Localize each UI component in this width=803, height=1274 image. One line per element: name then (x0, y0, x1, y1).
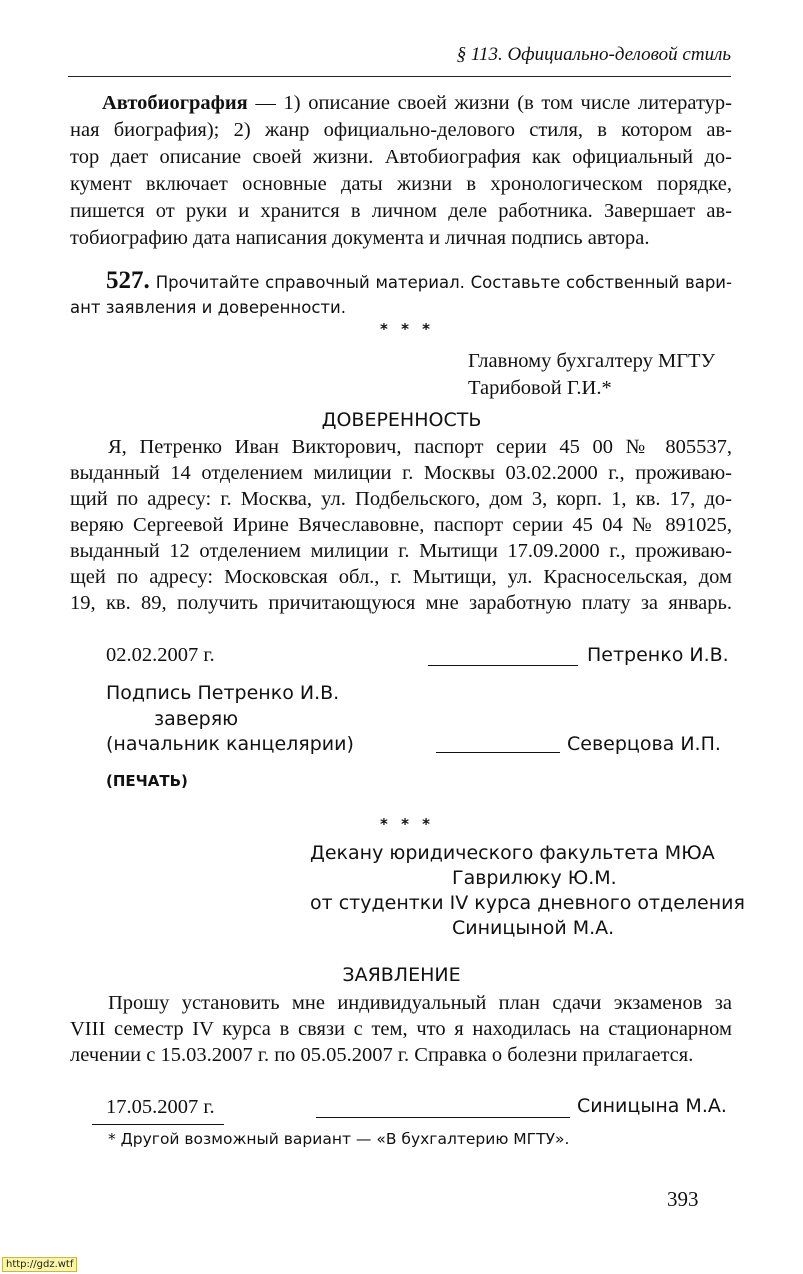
poa-line: выданный 14 отделением милиции г. Москвы 03.02.2000 г., проживаю- (70, 462, 732, 484)
definition-line: Автобиография — 1) описание своей жизни (в том числе литератур- (102, 92, 732, 114)
definition-line: кумент включает основные даты жизни в хронологическом порядке, (70, 173, 732, 195)
definition-line: ная биография); 2) жанр официально-делового стиля, в котором ав- (70, 119, 732, 141)
header-rule (68, 76, 731, 77)
poa-signature-line (428, 665, 578, 666)
application-line: VIII семестр IV курса в связи с тем, что я находилась на стационарном (70, 1018, 732, 1040)
separator-stars: * * * (380, 815, 434, 833)
task-line: 527. Прочитайте справочный материал. Составьте собственный вари- (106, 267, 732, 294)
application-signer: Синицына М.А. (577, 1095, 727, 1117)
task-number: 527. (106, 267, 150, 294)
poa-certify-line2: заверяю (154, 708, 239, 730)
poa-line: щий по адресу: г. Москва, ул. Подбельского, дом 3, корп. 1, кв. 17, до- (70, 488, 732, 510)
definition-paragraph (70, 90, 732, 252)
application-addressee-line3: от студентки IV курса дневного отделения (310, 892, 745, 914)
application-body (70, 990, 732, 1068)
poa-certify-signature-line (436, 752, 560, 753)
definition-line: пишется от руки и хранится в личном деле работника. Завершает ав- (70, 200, 732, 222)
poa-certify-line3: (начальник канцелярии) (106, 733, 354, 755)
poa-body (70, 434, 732, 616)
poa-line: щей по адресу: Московская обл., г. Мытищи, ул. Красносельская, дом (70, 566, 732, 588)
task-block (70, 268, 732, 320)
poa-title: ДОВЕРЕННОСТЬ (321, 409, 482, 431)
page-number: 393 (667, 1187, 699, 1211)
application-date: 17.05.2007 г. (106, 1096, 215, 1118)
application-addressee-line2: Гаврилюку Ю.М. (452, 867, 617, 889)
poa-addressee (468, 348, 715, 402)
application-addressee-line4: Синицыной М.А. (452, 917, 615, 939)
definition-line: тобиографию дата написания документа и личная подпись автора. (70, 227, 650, 249)
application-signature-line (316, 1117, 570, 1118)
poa-line: 19, кв. 89, получить причитающуюся мне заработную плату за январь. (70, 592, 732, 614)
task-line: ант заявления и доверенности. (70, 298, 346, 317)
application-title: ЗАЯВЛЕНИЕ (342, 964, 461, 986)
poa-date: 02.02.2007 г. (106, 644, 215, 666)
definition-line: тор дает описание своей жизни. Автобиография как официальный до- (70, 146, 732, 168)
poa-line: Я, Петренко Иван Викторович, паспорт серии 45 00 № 805537, (108, 436, 732, 458)
poa-addressee-line: Главному бухгалтеру МГТУ (468, 350, 716, 372)
application-line: Прошу установить мне индивидуальный план сдачи экзаменов за (108, 992, 732, 1014)
application-line: лечении с 15.03.2007 г. по 05.05.2007 г. Справка о болезни прилагается. (70, 1044, 694, 1066)
poa-addressee-line: Тарибовой Г.И.* (468, 377, 612, 399)
poa-certifier: Северцова И.П. (567, 733, 721, 755)
poa-line: веряю Сергеевой Ирине Вячеславовне, паспорт серии 45 04 № 891025, (70, 514, 732, 536)
footnote-rule (92, 1124, 224, 1125)
footnote: * Другой возможный вариант — «В бухгалтерию МГТУ». (108, 1130, 570, 1148)
poa-signer: Петренко И.В. (587, 644, 729, 666)
poa-certify-line1: Подпись Петренко И.В. (106, 682, 340, 704)
watermark-link[interactable]: http://gdz.wtf (2, 1257, 77, 1272)
running-head: § 113. Официально-деловой стиль (456, 44, 731, 65)
separator-stars: * * * (380, 320, 434, 338)
poa-stamp: (ПЕЧАТЬ) (106, 772, 188, 790)
application-addressee-line1: Декану юридического факультета МЮА (310, 842, 715, 864)
poa-line: выданный 12 отделением милиции г. Мытищи 17.09.2000 г., проживаю- (70, 540, 732, 562)
definition-term: Автобиография (102, 92, 248, 114)
